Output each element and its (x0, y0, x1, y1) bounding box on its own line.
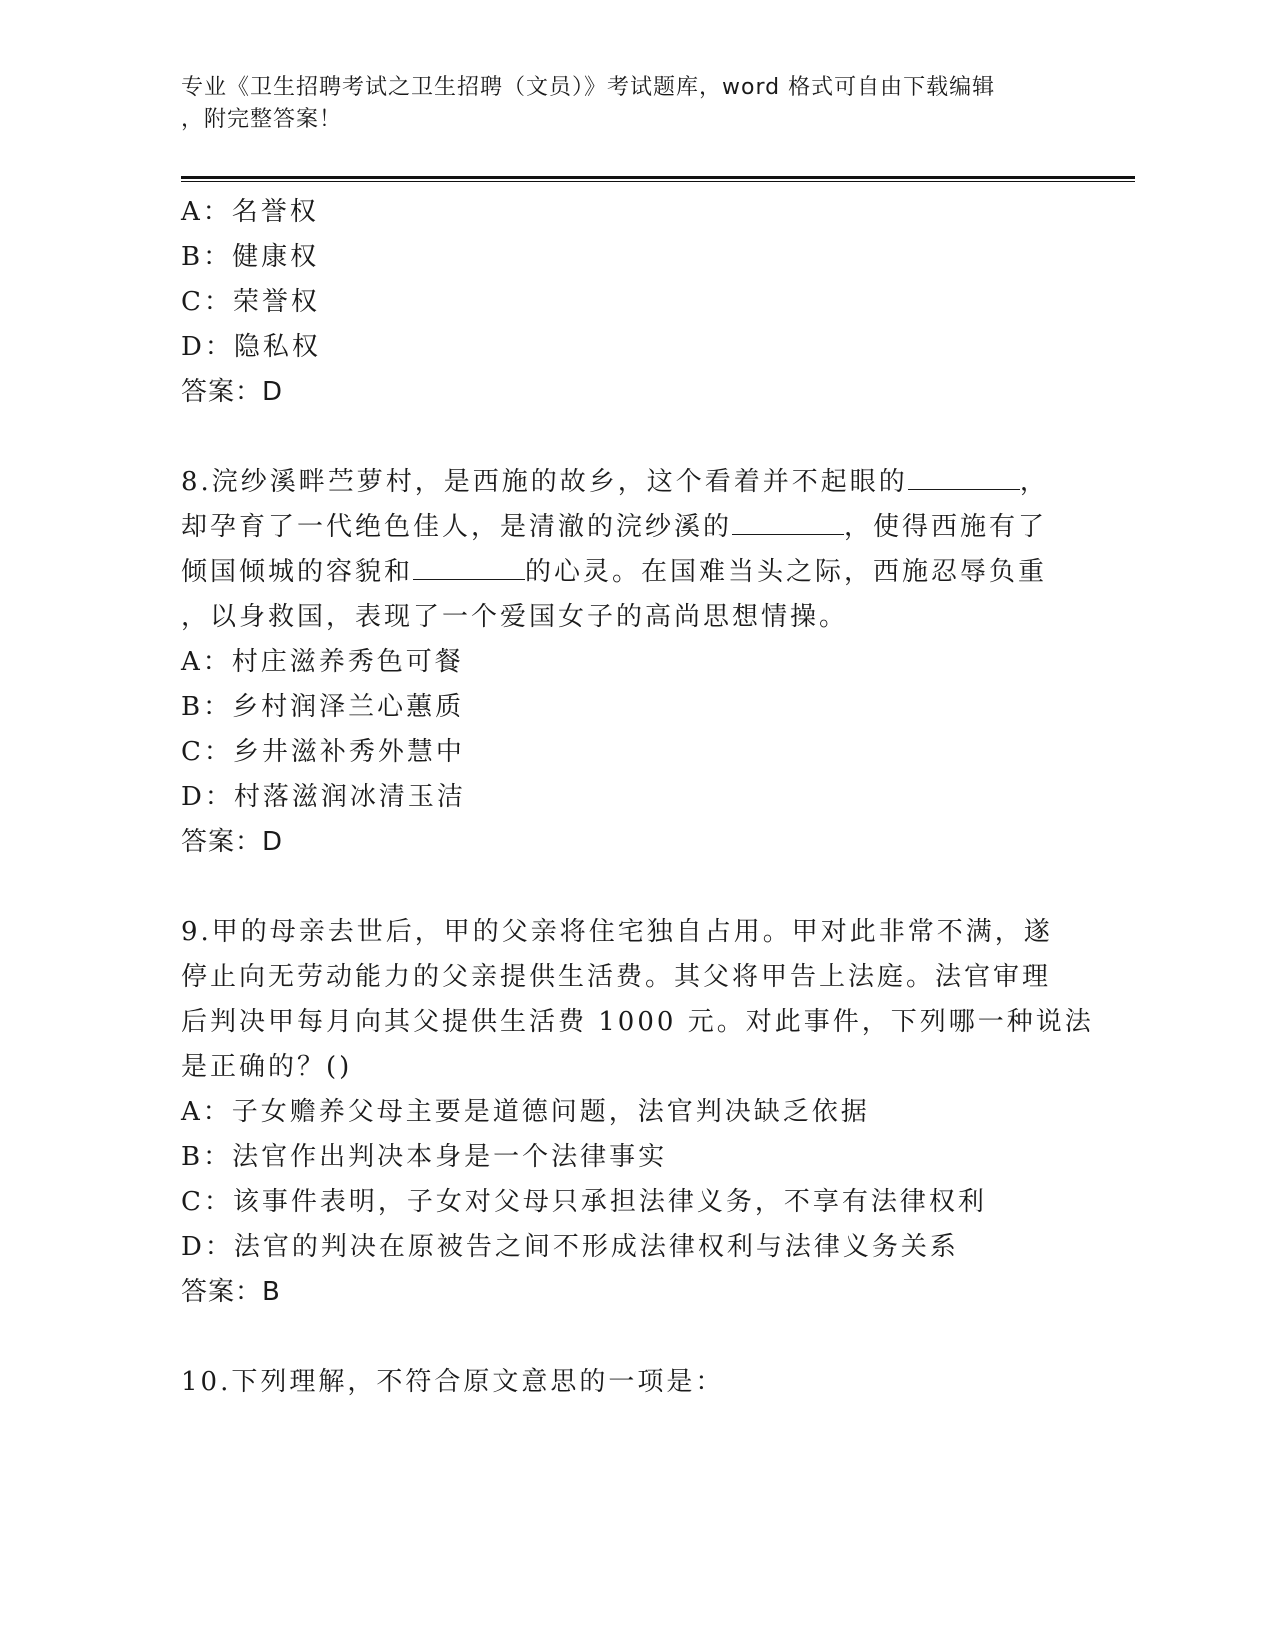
fill-blank (908, 467, 1020, 490)
option-c: C：乡井滋补秀外慧中 (181, 737, 465, 767)
spacer (181, 865, 1061, 910)
option-c: C：该事件表明，子女对父母只承担法律义务，不享有法律权利 (181, 1187, 987, 1217)
option-b: B：法官作出判决本身是一个法律事实 (181, 1142, 668, 1172)
option-d: D：村落滋润冰清玉洁 (181, 782, 466, 812)
fill-blank (413, 557, 525, 580)
stem-text: 8.浣纱溪畔苎萝村，是西施的故乡，这个看着并不起眼的 (181, 467, 908, 497)
answer-line: 答案：D (181, 377, 284, 407)
question-10-block (181, 1360, 1061, 1405)
option-a: A：村庄滋养秀色可餐 (181, 647, 464, 677)
question-stem-line (181, 460, 1061, 505)
stem-text: ，使得西施有了 (844, 512, 1048, 542)
fill-blank (732, 512, 844, 535)
header-line-2: ，附完整答案！ (181, 107, 343, 132)
answer-line: 答案：B (181, 1277, 281, 1307)
stem-text: 却孕育了一代绝色佳人，是清澈的浣纱溪的 (181, 512, 733, 542)
option-c: C：荣誉权 (181, 287, 320, 317)
question-stem-line: 10.下列理解，不符合原文意思的一项是： (181, 1367, 725, 1397)
spacer (181, 415, 1061, 460)
question-9-block (181, 910, 1094, 1315)
document-header (181, 72, 1041, 136)
option-b: B：健康权 (181, 242, 320, 272)
question-content (181, 190, 1094, 1405)
spacer (181, 1315, 1061, 1360)
header-divider-thick (181, 176, 1135, 179)
header-line-1: 专业《卫生招聘考试之卫生招聘（文员）》考试题库，word 格式可自由下载编辑 (181, 75, 996, 100)
header-divider-thin (181, 181, 1135, 182)
question-stem-line: 后判决甲每月向其父提供生活费 1000 元。对此事件，下列哪一种说法 (181, 1007, 1094, 1037)
question-stem-line: 停止向无劳动能力的父亲提供生活费。其父将甲告上法庭。法官审理 (181, 962, 1052, 992)
question-stem-line (181, 505, 1061, 550)
question-stem-line: 是正确的？() (181, 1052, 353, 1082)
stem-text: 的心灵。在国难当头之际，西施忍辱负重 (525, 557, 1048, 587)
option-a: A：名誉权 (181, 197, 319, 227)
answer-line: 答案：D (181, 827, 284, 857)
question-7-block (181, 190, 1061, 415)
question-stem-line: 9.甲的母亲去世后，甲的父亲将住宅独自占用。甲对此非常不满，遂 (181, 917, 1053, 947)
option-d: D：法官的判决在原被告之间不形成法律权利与法律义务关系 (181, 1232, 959, 1262)
stem-text: ， (1019, 467, 1049, 497)
option-a: A：子女赡养父母主要是道德问题，法官判决缺乏依据 (181, 1097, 870, 1127)
option-b: B：乡村润泽兰心蕙质 (181, 692, 465, 722)
stem-text: 倾国倾城的容貌和 (181, 557, 414, 587)
option-d: D：隐私权 (181, 332, 321, 362)
question-8-block (181, 460, 1061, 865)
question-stem-line: ，以身救国，表现了一个爱国女子的高尚思想情操。 (181, 602, 849, 632)
question-stem-line (181, 550, 1061, 595)
